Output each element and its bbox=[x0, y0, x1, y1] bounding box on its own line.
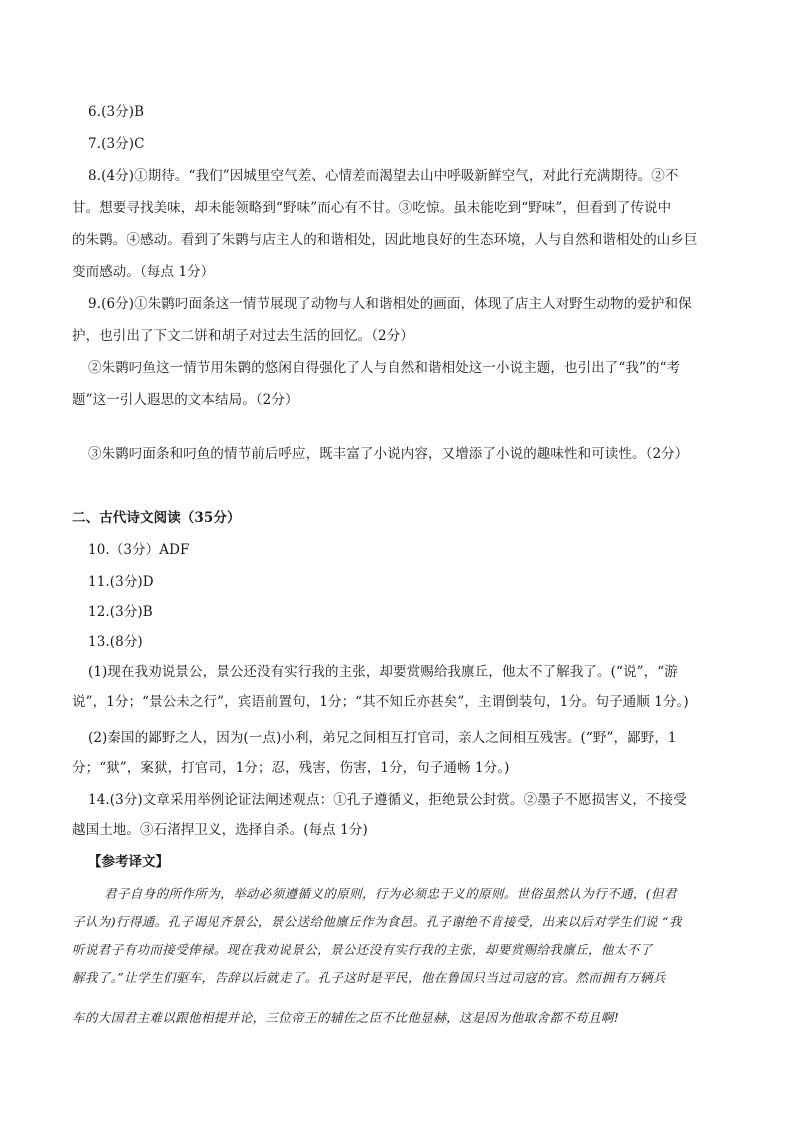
answer-q8-line: 甘。想要寻找美味，却未能领略到“野味”而心有不甘。③吃惊。虽未能吃到“野味”，但看到了传说中 bbox=[72, 200, 672, 216]
section-heading: 二、古代诗文阅读（35分） bbox=[72, 510, 241, 526]
answer-q13: 13.(8分) bbox=[88, 634, 143, 650]
answer-q12: 12.(3分)B bbox=[88, 604, 153, 620]
translation-line: 君子自身的所作所为，举动必须遵循义的原则，行为必须忠于义的原则。世俗虽然认为行不通，(但君 bbox=[104, 886, 677, 901]
answer-q9-line: 题”这一引人遐思的文本结局。（2分） bbox=[72, 392, 299, 408]
answer-q8-line: 的朱鹮。④感动。看到了朱鹮与店主人的和谐相处，因此地良好的生态环境，人与自然和谐相处的山乡巨 bbox=[72, 232, 698, 248]
answer-q14-line: 14.(3分)文章采用举例论证法阐述观点：①孔子遵循义，拒绝景公封赏。②墨子不愿损害义，不接受 bbox=[88, 792, 687, 808]
answer-q11: 11.(3分)D bbox=[88, 574, 154, 590]
translation-line: 车的大国君主难以跟他相提并论，三位帝王的辅佐之臣不比他显赫，这是因为他取舍都不苟且啊! bbox=[72, 1010, 620, 1025]
reference-heading: 【参考译文】 bbox=[88, 854, 169, 870]
answer-q7: 7.(3分)C bbox=[88, 136, 145, 152]
answer-q9-line: 9.(6分)①朱鹮叼面条这一情节展现了动物与人和谐相处的画面，体现了店主人对野生动物的爱护和保 bbox=[88, 296, 692, 312]
answer-q14-line: 越国土地。③石渚捍卫义，选择自杀。(每点 1分) bbox=[72, 822, 368, 838]
translation-line: 解我了。”让学生们驱车，告辞以后就走了。孔子这时是平民，他在鲁国只当过司寇的官。然而拥有万辆兵 bbox=[72, 970, 666, 985]
answer-q13-2-line: 分；“狱”，案狱，打官司，1分；忍，残害，伤害，1分，句子通畅 1分。) bbox=[72, 760, 510, 776]
answer-q13-1-line: 说”，1分；“景公未之行”，宾语前置句，1分；“其不知丘亦甚矣”，主谓倒装句，1分。句子通顺 1分。) bbox=[72, 694, 689, 710]
answer-q6: 6.(3分)B bbox=[88, 104, 145, 120]
translation-line: 子认为)行得通。孔子谒见齐景公，景公送给他廪丘作为食邑。孔子谢绝不肯接受，出来以后对学生们说 “我 bbox=[72, 914, 682, 929]
answer-q9-line: ③朱鹮叼面条和叼鱼的情节前后呼应，既丰富了小说内容，又增添了小说的趣味性和可读性。（2分） bbox=[88, 446, 689, 462]
answer-q13-1-line: (1)现在我劝说景公，景公还没有实行我的主张，却要赏赐给我廪丘，他太不了解我了。(“说”，“游 bbox=[88, 664, 678, 680]
answer-q8-line: 8.(4分)①期待。“我们”因城里空气差、心情差而渴望去山中呼吸新鲜空气，对此行充满期待。②不 bbox=[88, 168, 679, 184]
answer-q8-line: 变而感动。（每点 1分） bbox=[72, 264, 215, 280]
answer-q9-line: ②朱鹮叼鱼这一情节用朱鹮的悠闲自得强化了人与自然和谐相处这一小说主题，也引出了“我”的“考 bbox=[88, 360, 681, 376]
translation-line: 听说君子有功而接受俸禄。现在我劝说景公，景公还没有实行我的主张，却要赏赐给我廪丘，他太不了 bbox=[72, 942, 653, 957]
answer-q9-line: 护，也引出了下文二饼和胡子对过去生活的回忆。（2分） bbox=[72, 328, 414, 344]
answer-q13-2-line: (2)秦国的鄙野之人，因为(一点)小利，弟兄之间相互打官司，亲人之间相互残害。(“野”，鄙野，1 bbox=[88, 730, 677, 746]
answer-q10: 10.（3分）ADF bbox=[88, 542, 190, 558]
